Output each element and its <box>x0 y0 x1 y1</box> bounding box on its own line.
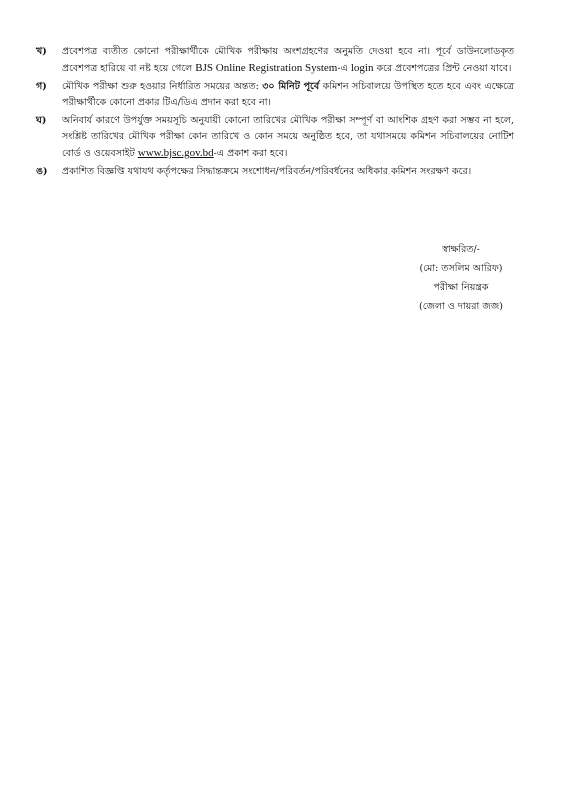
item-marker: গ) <box>36 81 47 92</box>
signatory-designation: পরীক্ষা নিয়ন্ত্রক <box>433 282 489 293</box>
notice-item-ga <box>36 79 514 111</box>
notice-item-gha <box>36 113 514 162</box>
notice-item-umo <box>36 164 514 180</box>
item-text <box>62 164 514 180</box>
text-segment: -এ প্রকাশ করা হবে। <box>213 148 288 159</box>
text-segment: মৌখিক পরীক্ষা শুরু হওয়ার নির্ধারিত সময়ের অন্তত: <box>62 81 263 92</box>
text-segment: করে প্রবেশপত্রের প্রিন্ট নেওয়া যাবে। <box>373 63 512 74</box>
time-emphasis: ৩০ মিনিট পূর্বে <box>262 81 320 92</box>
text-segment: অনিবার্য কারণে উপর্যুক্ত সময়সূচি অনুযায়ী কোনো তারিখের মৌখিক পরীক্ষা সম্পূর্ণ বা আংশিক গ্রহণ করা সম্ভব না হলে, সংশ্লিষ্ট তারিখের মৌখিক পরীক্ষা কোন তারিখে ও কোন সময়ে অনুষ্ঠিত হবে, তা যথাসময়ে কমিশন সচিবালয়ের নোটিশ বোর্ড ও ওয়েবসাইট <box>62 115 514 159</box>
signature-block <box>396 240 526 316</box>
item-marker: ঘ) <box>36 115 47 126</box>
login-term: login <box>350 62 374 74</box>
text-segment: প্রবেশপত্র ব্যতীত কোনো পরীক্ষার্থীকে মৌখিক পরীক্ষায় অংশগ্রহণের অনুমতি দেওয়া হবে না। পূর্বে ডাউনলোডকৃত প্রবেশপত্র হারিয়ে বা নষ্ট হয়ে গেলে <box>62 46 514 74</box>
item-text <box>62 44 514 77</box>
item-text <box>62 113 514 162</box>
item-text <box>62 79 514 111</box>
text-segment: প্রকাশিত বিজ্ঞপ্তি যথাযথ কর্তৃপক্ষের সিদ্ধান্তক্রমে সংশোধন/পরিবর্তন/পরিবর্ধনের অধিকার কমিশন সংরক্ষণ করে। <box>62 166 472 177</box>
item-marker: ঙ) <box>36 166 48 177</box>
notice-item-kha <box>36 44 514 77</box>
website-link[interactable]: www.bjsc.gov.bd <box>137 147 214 159</box>
system-name: BJS Online Registration System <box>195 62 338 74</box>
signed-mark: স্বাক্ষরিত/- <box>442 244 480 255</box>
signatory-rank: (জেলা ও দায়রা জজ) <box>419 301 503 312</box>
notice-list <box>36 44 514 182</box>
text-segment: -এ <box>337 63 351 74</box>
text-segment: কমিশন সচিবালয়ে উপস্থিত হতে হবে এবং এক্ষেত্রে পরীক্ষার্থীকে কোনো প্রকার টিএ/ডিএ প্রদান করা হবে না। <box>62 81 514 108</box>
item-marker: খ) <box>36 46 47 57</box>
signatory-name: (মো: তসলিম আরিফ) <box>419 263 503 274</box>
